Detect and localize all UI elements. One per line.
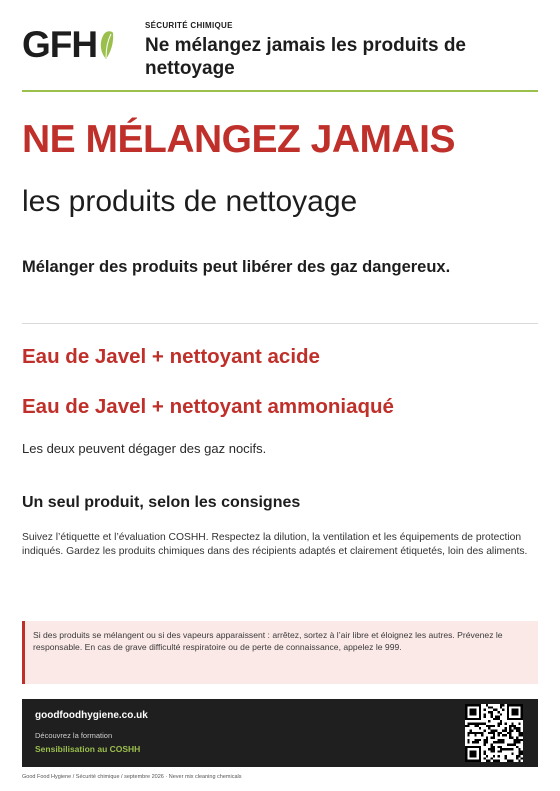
footer-course-name: Sensibilisation au COSHH [35, 744, 141, 754]
alert-accent-bar [22, 621, 25, 684]
header-title: Ne mélangez jamais les produits de nettoyage [145, 35, 466, 79]
footer-website-link[interactable]: goodfoodhygiene.co.uk [35, 710, 148, 721]
gfh-logo [22, 26, 114, 63]
leaf-icon [98, 30, 114, 60]
fineprint: Good Food Hygiene / Sécurité chimique / septembre 2026 · Never mix cleaning chemicals [22, 774, 242, 780]
alert-text: Si des produits se mélangent ou si des vapeurs apparaissent : arrêtez, sortez à l’air libre et éloignez les autres. Prévenez le responsable. En cas de grave difficulté respiratoire ou de perte de connaissance, appelez le 999. [33, 630, 503, 652]
footer-banner [22, 699, 538, 767]
header-divider [22, 90, 538, 92]
combination-item: Eau de Javel + nettoyant acide [22, 345, 320, 368]
combinations-note: Les deux peuvent dégager des gaz nocifs. [22, 441, 267, 456]
emergency-alert-box [22, 621, 538, 684]
header-kicker: SÉCURITÉ CHIMIQUE [145, 21, 233, 30]
one-product-body: Suivez l’étiquette et l’évaluation COSHH. Respectez la dilution, la ventilation et les équipements de protection indiqués. Gardez les produits chimiques dans des récipients adaptés et clairement étiquetés, loin des aliments. [22, 532, 528, 557]
hero-headline: NE MÉLANGEZ JAMAIS [22, 118, 456, 161]
qr-code-icon[interactable] [465, 704, 523, 762]
section-divider [22, 323, 538, 324]
hero-warning: Mélanger des produits peut libérer des gaz dangereux. [22, 258, 451, 276]
one-product-title: Un seul produit, selon les consignes [22, 494, 301, 511]
footer-discover-text: Découvrez la formation [35, 731, 113, 740]
logo-text: GFH [22, 24, 98, 65]
hero-subheadline: les produits de nettoyage [22, 185, 358, 218]
combination-item: Eau de Javel + nettoyant ammoniaqué [22, 395, 394, 418]
